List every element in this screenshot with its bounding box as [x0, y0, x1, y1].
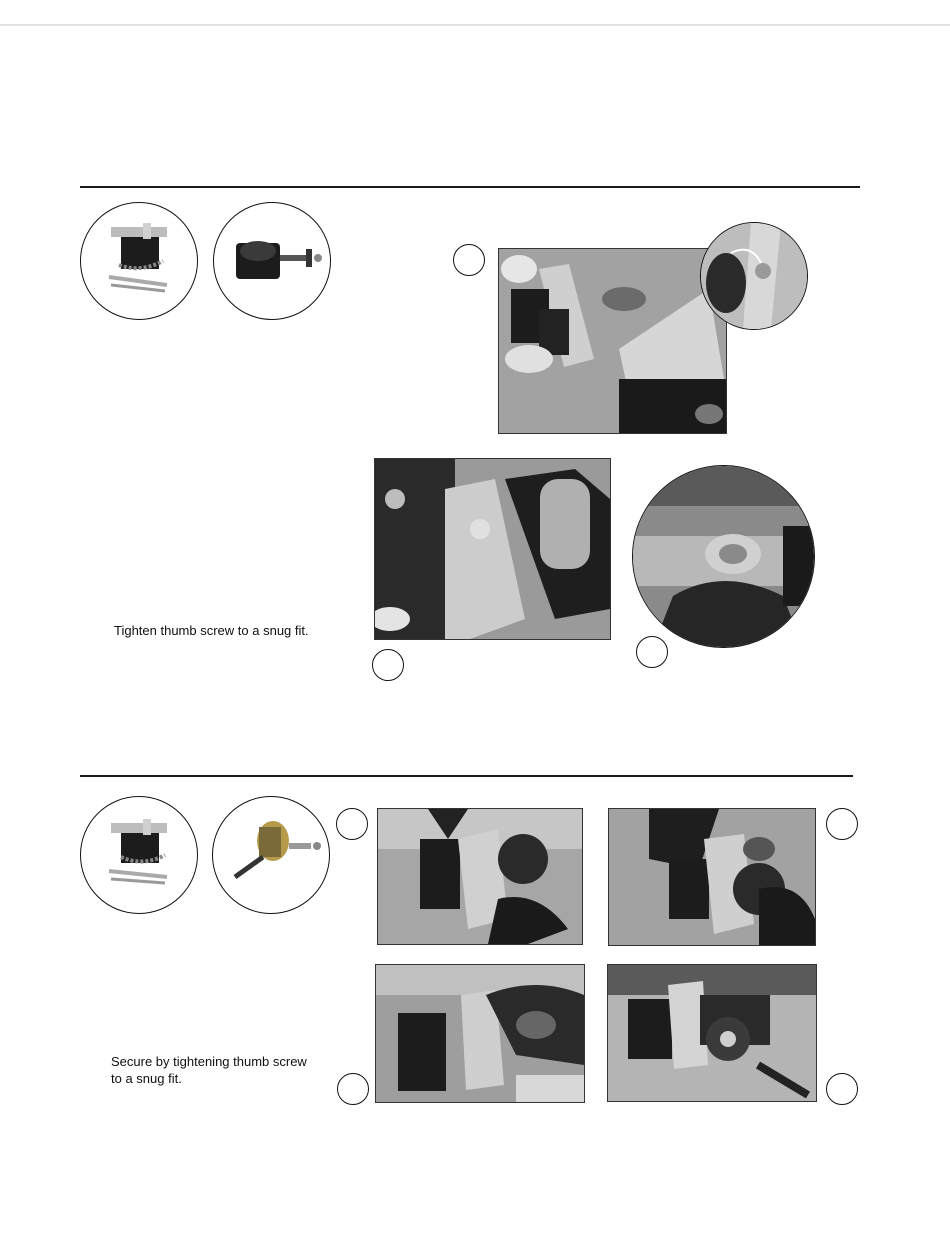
step-marker	[636, 636, 668, 668]
photo-step-c	[375, 964, 585, 1103]
photo-step-d	[607, 964, 817, 1102]
winch-thumbnail	[213, 202, 331, 320]
section-2-caption-line-1: Secure by tightening thumb screw	[111, 1054, 307, 1069]
step-marker	[372, 649, 404, 681]
section-2-divider	[80, 775, 853, 777]
page-top-border	[0, 24, 950, 26]
step-marker	[337, 1073, 369, 1105]
hand-winch-thumbnail	[212, 796, 330, 914]
photo-step-a	[377, 808, 583, 945]
photo-mount-plate	[374, 458, 611, 640]
section-1-divider	[80, 186, 860, 188]
step-marker	[453, 244, 485, 276]
bracket-parts-thumbnail	[80, 796, 198, 914]
zoom-detail-thumb-screw	[700, 222, 808, 330]
step-marker	[336, 808, 368, 840]
step-marker	[826, 1073, 858, 1105]
section-2-caption	[111, 1053, 307, 1087]
section-2-caption-line-2: to a snug fit.	[111, 1071, 182, 1086]
section-1-caption: Tighten thumb screw to a snug fit.	[114, 623, 309, 638]
photo-bracket-install	[498, 248, 727, 434]
zoom-detail-thumb-screw-tighten	[632, 465, 815, 648]
step-marker	[826, 808, 858, 840]
photo-step-b	[608, 808, 816, 946]
bracket-parts-thumbnail	[80, 202, 198, 320]
